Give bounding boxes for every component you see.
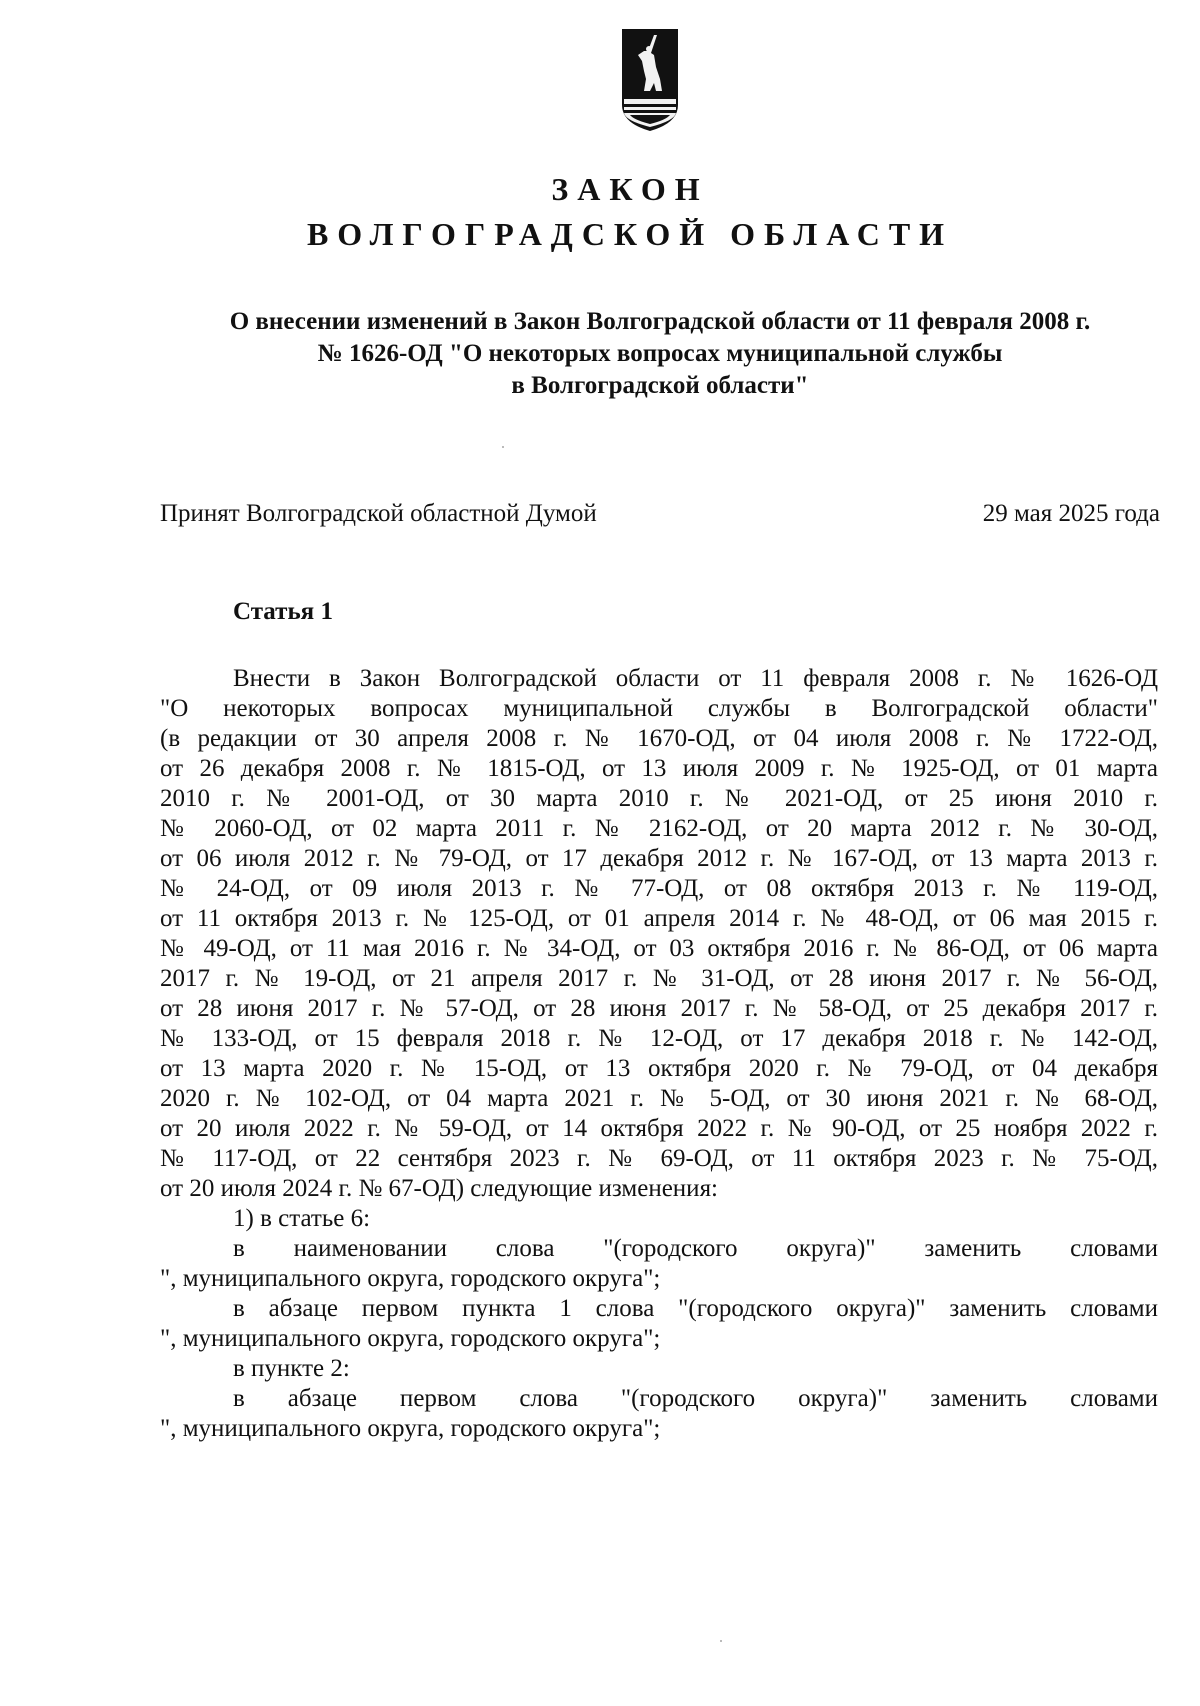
text-line: от 20 июля 2022 г. № 59-ОД, от 14 октября 2022 г. № 90-ОД, от 25 ноября 2022 г. (160, 1115, 1158, 1142)
adopted-by: Принят Волгоградской областной Думой (160, 500, 597, 527)
scan-speck (720, 1640, 722, 1642)
subtitle-line: № 1626-ОД "О некоторых вопросах муниципальной службы (317, 340, 1003, 367)
text-line: ", муниципального округа, городского округа"; (160, 1265, 661, 1292)
text-line: в абзаце первом слова "(городского округа)" заменить словами (233, 1385, 1158, 1412)
text-line: в пункте 2: (233, 1355, 350, 1382)
adoption-date: 29 мая 2025 года (982, 500, 1160, 527)
law-subtitle (150, 306, 1170, 402)
scan-speck (502, 446, 504, 448)
coat-of-arms-icon (620, 27, 680, 133)
subtitle-line: в Волгоградской области" (511, 372, 809, 399)
text-line: № 24-ОД, от 09 июля 2013 г. № 77-ОД, от 08 октября 2013 г. № 119-ОД, (160, 875, 1158, 902)
text-line: (в редакции от 30 апреля 2008 г. № 1670-ОД, от 04 июля 2008 г. № 1722-ОД, (160, 725, 1158, 752)
text-line: от 06 июля 2012 г. № 79-ОД, от 17 декабря 2012 г. № 167-ОД, от 13 марта 2013 г. (160, 845, 1158, 872)
text-line: 2017 г. № 19-ОД, от 21 апреля 2017 г. № 31-ОД, от 28 июня 2017 г. № 56-ОД, (160, 965, 1158, 992)
text-line: № 49-ОД, от 11 мая 2016 г. № 34-ОД, от 03 октября 2016 г. № 86-ОД, от 06 марта (160, 935, 1158, 962)
text-line: № 117-ОД, от 22 сентября 2023 г. № 69-ОД, от 11 октября 2023 г. № 75-ОД, (160, 1145, 1158, 1172)
text-line: в наименовании слова "(городского округа)" заменить словами (233, 1235, 1158, 1262)
text-line: от 28 июня 2017 г. № 57-ОД, от 28 июня 2017 г. № 58-ОД, от 25 декабря 2017 г. (160, 995, 1158, 1022)
law-title: ЗАКОН (551, 171, 709, 207)
text-line: от 13 марта 2020 г. № 15-ОД, от 13 октября 2020 г. № 79-ОД, от 04 декабря (160, 1055, 1158, 1082)
text-line: № 2060-ОД, от 02 марта 2011 г. № 2162-ОД, от 20 марта 2012 г. № 30-ОД, (160, 815, 1158, 842)
text-line: 2010 г. № 2001-ОД, от 30 марта 2010 г. № 2021-ОД, от 25 июня 2010 г. (160, 785, 1158, 812)
text-line: Внести в Закон Волгоградской области от 11 февраля 2008 г. № 1626-ОД (233, 665, 1158, 692)
text-line: ", муниципального округа, городского округа"; (160, 1415, 661, 1442)
text-line: от 20 июля 2024 г. № 67-ОД) следующие изменения: (160, 1175, 719, 1202)
text-line: 2020 г. № 102-ОД, от 04 марта 2021 г. № 5-ОД, от 30 июня 2021 г. № 68-ОД, (160, 1085, 1158, 1112)
text-line: № 133-ОД, от 15 февраля 2018 г. № 12-ОД, от 17 декабря 2018 г. № 142-ОД, (160, 1025, 1158, 1052)
text-line: от 11 октября 2013 г. № 125-ОД, от 01 апреля 2014 г. № 48-ОД, от 06 мая 2015 г. (160, 905, 1158, 932)
adoption-line (160, 500, 1160, 528)
region-title: ВОЛГОГРАДСКОЙ ОБЛАСТИ (306, 216, 954, 252)
article-heading: Статья 1 (233, 598, 333, 625)
subtitle-line: О внесении изменений в Закон Волгоградской области от 11 февраля 2008 г. (229, 308, 1091, 335)
text-line: "О некоторых вопросах муниципальной службы в Волгоградской области" (160, 695, 1158, 722)
text-line: 1) в статье 6: (233, 1205, 371, 1232)
article-body (160, 664, 1158, 1444)
text-line: ", муниципального округа, городского округа"; (160, 1325, 661, 1352)
text-line: от 26 декабря 2008 г. № 1815-ОД, от 13 июля 2009 г. № 1925-ОД, от 01 марта (160, 755, 1158, 782)
text-line: в абзаце первом пункта 1 слова "(городского округа)" заменить словами (233, 1295, 1158, 1322)
